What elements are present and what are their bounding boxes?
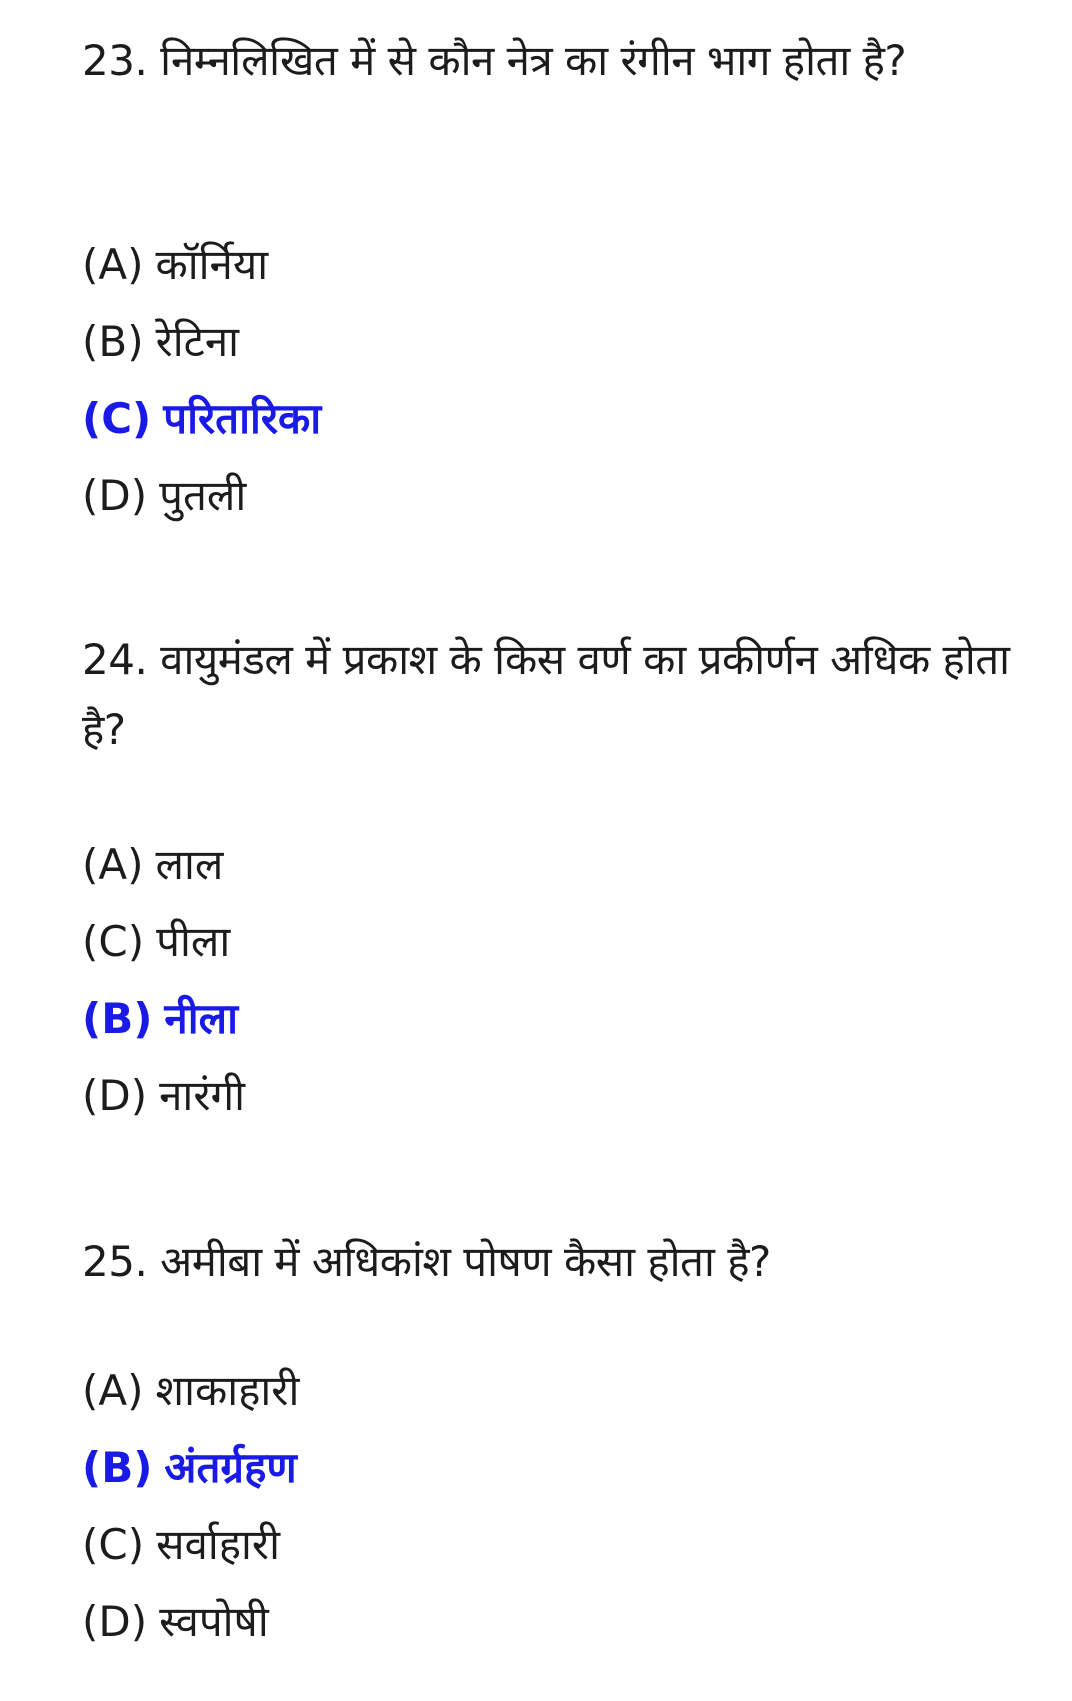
option-label: (C) — [82, 917, 145, 966]
option-label: (B) — [82, 317, 144, 366]
option-text: परितारिका — [163, 394, 322, 443]
option-label: (C) — [82, 1520, 145, 1569]
option-label: (A) — [82, 240, 144, 289]
options-list — [82, 226, 1012, 534]
options-list — [82, 1352, 1012, 1660]
option-text: शाकाहारी — [155, 1366, 300, 1415]
option-c — [82, 903, 1012, 980]
option-text: नीला — [164, 994, 238, 1043]
option-b — [82, 303, 1012, 380]
correct-option-b — [82, 1429, 1012, 1506]
question-text: 24. वायुमंडल में प्रकाश के किस वर्ण का प्रकीर्णन अधिक होता है? — [82, 635, 1010, 754]
option-label: (D) — [82, 1071, 148, 1120]
options-list — [82, 826, 1012, 1134]
option-label: (D) — [82, 1597, 148, 1646]
option-a — [82, 226, 1012, 303]
correct-option-b — [82, 980, 1012, 1057]
option-d — [82, 1583, 1012, 1660]
option-text: पीला — [156, 917, 231, 966]
question-text: 23. निम्नलिखित में से कौन नेत्र का रंगीन भाग होता है? — [82, 36, 907, 85]
correct-option-c — [82, 380, 1012, 457]
option-label: (D) — [82, 471, 148, 520]
question-text: 25. अमीबा में अधिकांश पोषण कैसा होता है? — [82, 1237, 771, 1286]
option-text: स्वपोषी — [159, 1597, 269, 1646]
option-c — [82, 1506, 1012, 1583]
option-label: (B) — [82, 1443, 153, 1492]
option-d — [82, 1057, 1012, 1134]
option-label: (A) — [82, 840, 144, 889]
option-a — [82, 1352, 1012, 1429]
option-text: सर्वाहारी — [156, 1520, 280, 1569]
option-text: नारंगी — [159, 1071, 246, 1120]
option-text: कॉर्निया — [155, 240, 269, 289]
option-a — [82, 826, 1012, 903]
option-text: रेटिना — [155, 317, 240, 366]
option-label: (B) — [82, 994, 153, 1043]
option-label: (A) — [82, 1366, 144, 1415]
option-label: (C) — [82, 394, 152, 443]
option-text: अंतर्ग्रहण — [164, 1443, 297, 1492]
option-text: पुतली — [159, 471, 247, 520]
option-text: लाल — [155, 840, 224, 889]
option-d — [82, 457, 1012, 534]
